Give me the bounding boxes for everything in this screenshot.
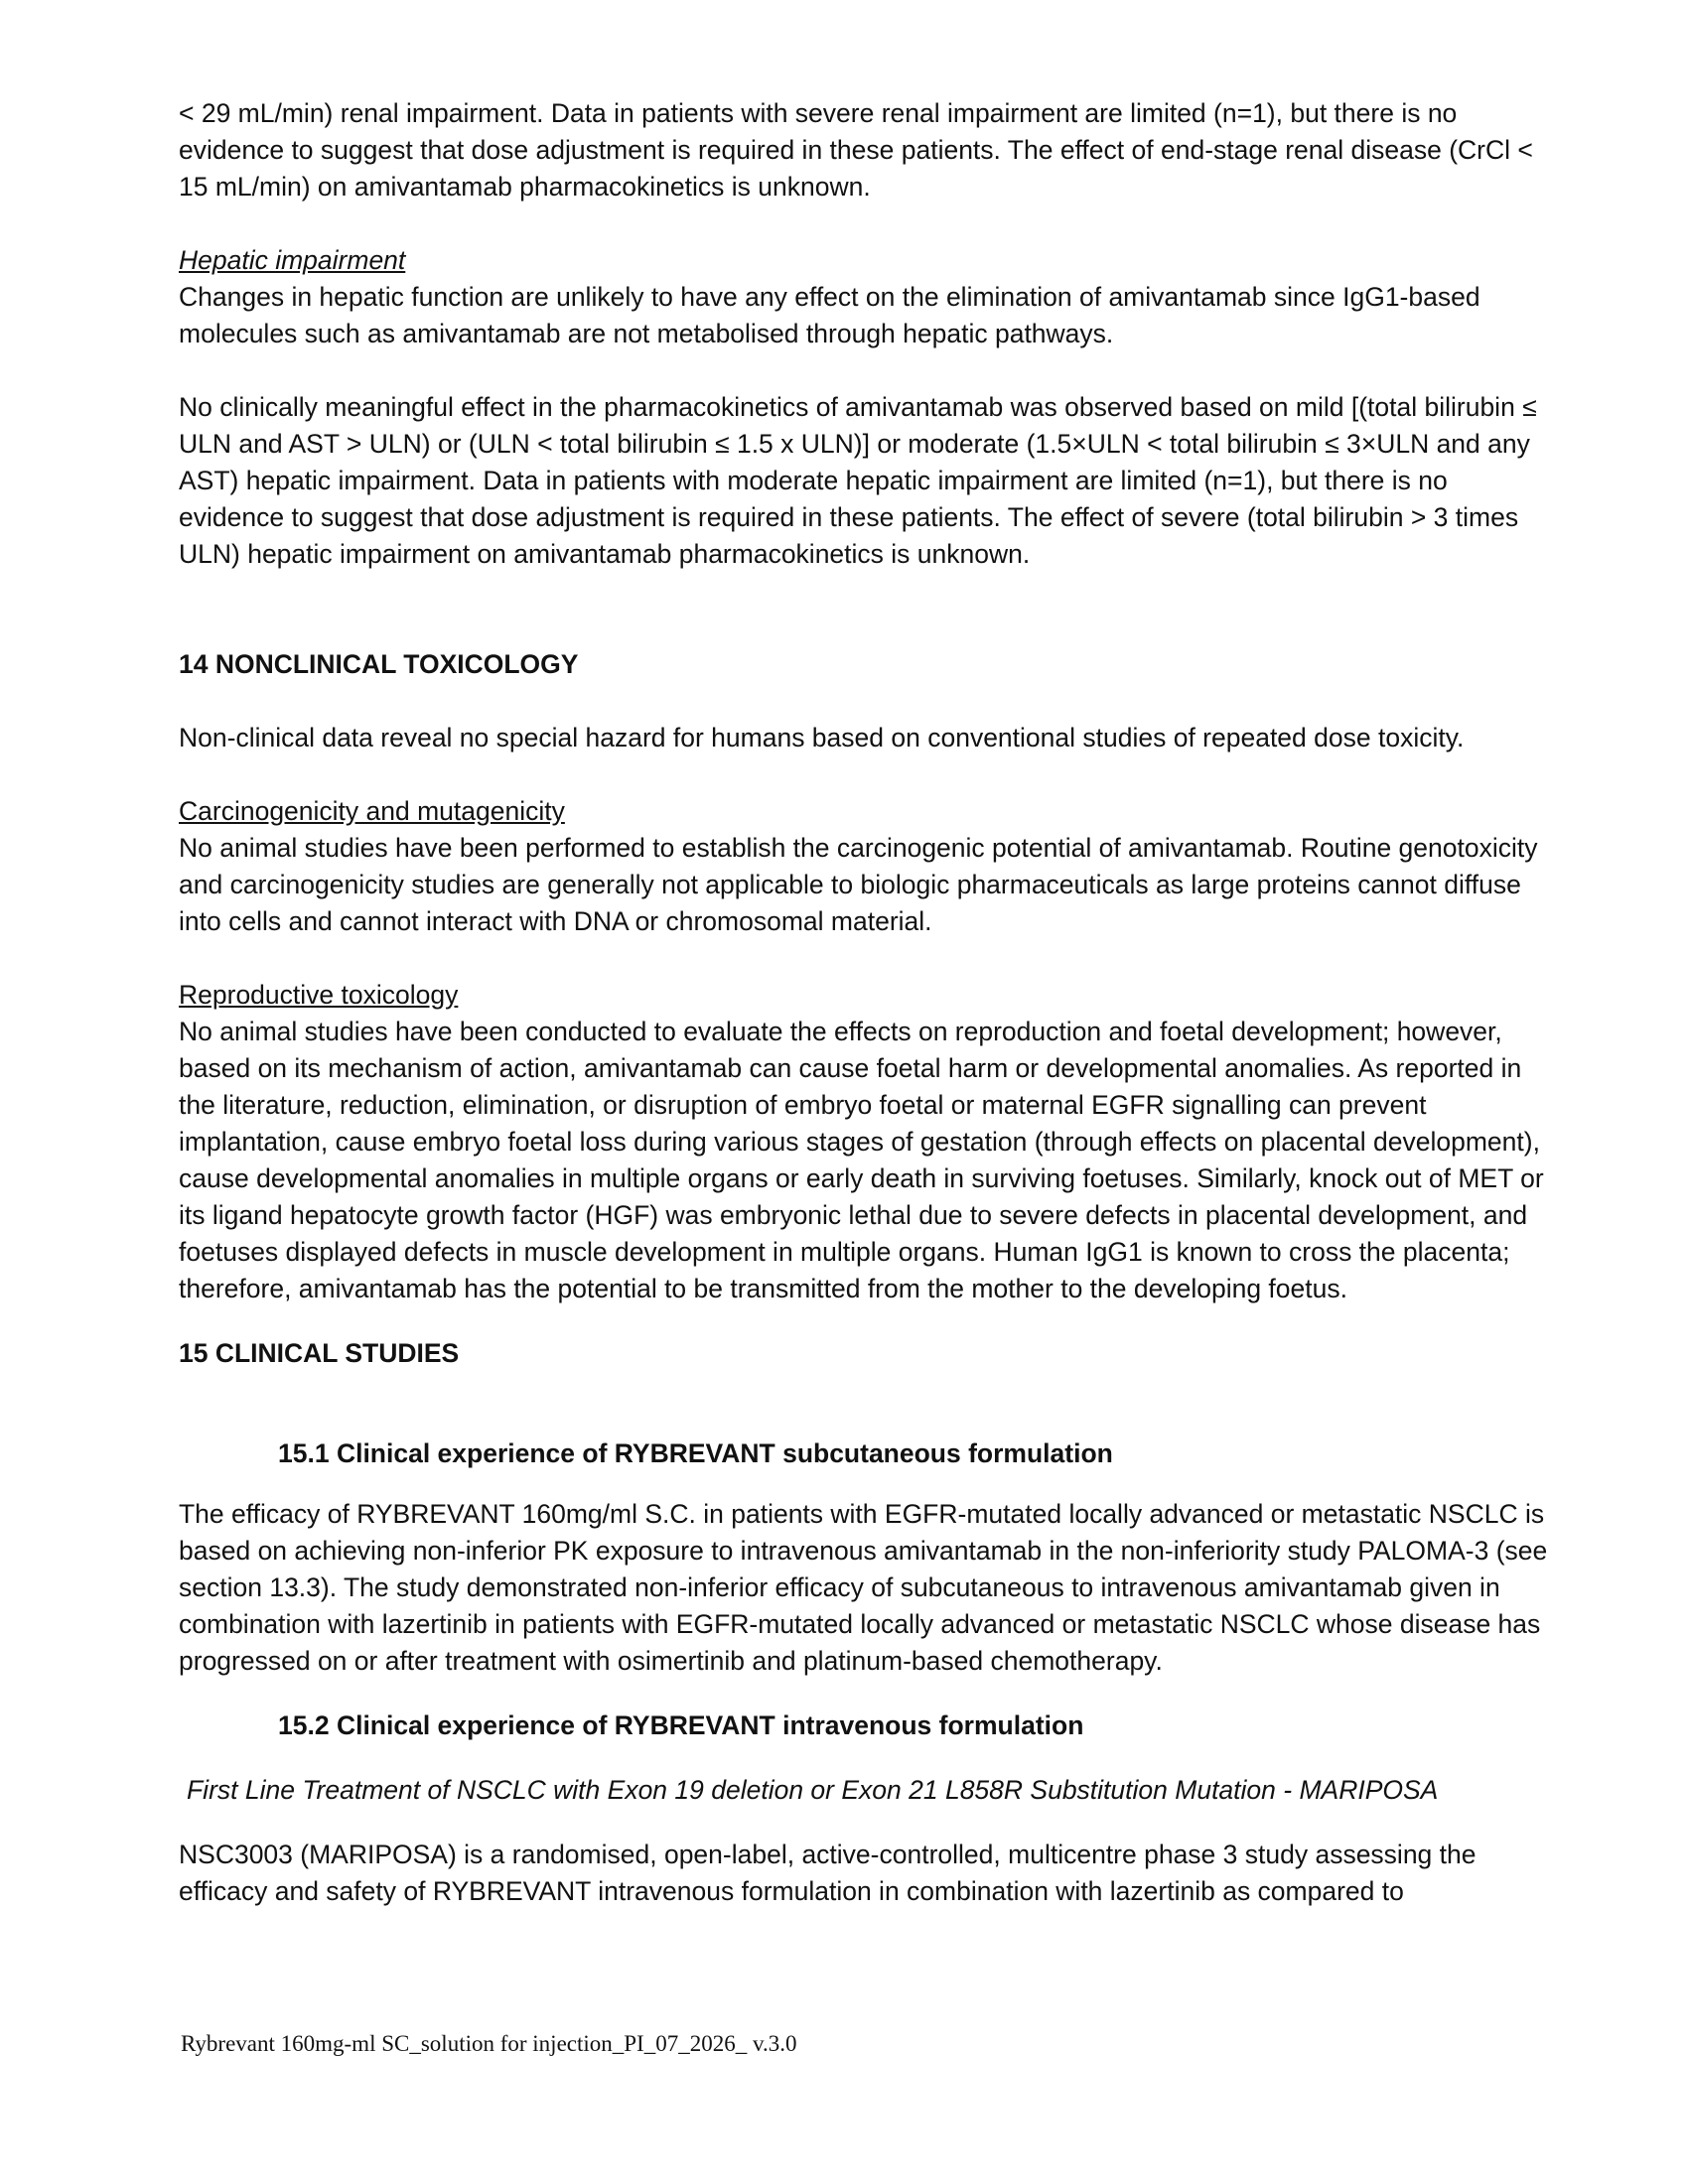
renal-impairment-paragraph: < 29 mL/min) renal impairment. Data in patients with severe renal impairment are limited (n=1), but there is no evidence to suggest that dose adjustment is required in these patients. The effect of end-stage renal disease (CrCl < 15 mL/min) on amivantamab pharmacokinetics is unknown. [179,98,1533,202]
subsection-15-2-heading: 15.2 Clinical experience of RYBREVANT intravenous formulation [278,1710,1084,1740]
carcinogenicity-heading: Carcinogenicity and mutagenicity [179,796,565,826]
nonclinical-intro-paragraph: Non-clinical data reveal no special hazard for humans based on conventional studies of repeated dose toxicity. [179,723,1465,752]
carcinogenicity-paragraph: No animal studies have been performed to establish the carcinogenic potential of amivantamab. Routine genotoxicity and carcinogenicity studies are generally not applicable to biologic pharmaceuticals as large proteins cannot diffuse into cells and cannot interact with DNA or chromosomal material. [179,833,1538,936]
hepatic-impairment-paragraph-2: No clinically meaningful effect in the pharmacokinetics of amivantamab was observed based on mild [(total bilirubin ≤ ULN and AST > ULN) or (ULN < total bilirubin ≤ 1.5 x ULN)] or moderate (1.5×ULN < total bilirubin ≤ 3×ULN and any AST) hepatic impairment. Data in patients with moderate hepatic impairment are limited (n=1), but there is no evidence to suggest that dose adjustment is required in these patients. The effect of severe (total bilirubin > 3 times ULN) hepatic impairment on amivantamab pharmacokinetics is unknown. [179,392,1537,569]
subsection-15-1-heading: 15.1 Clinical experience of RYBREVANT subcutaneous formulation [278,1438,1113,1468]
hepatic-impairment-heading: Hepatic impairment [179,245,406,275]
mariposa-heading: First Line Treatment of NSCLC with Exon 19 deletion or Exon 21 L858R Substitution Mutation - MARIPOSA [187,1775,1439,1805]
page-footer: Rybrevant 160mg-ml SC_solution for injection_PI_07_2026_ v.3.0 [181,2031,797,2056]
hepatic-impairment-paragraph-1: Changes in hepatic function are unlikely to have any effect on the elimination of amivantamab since IgG1-based molecules such as amivantamab are not metabolised through hepatic pathways. [179,282,1480,348]
section-15-heading: 15 CLINICAL STUDIES [179,1338,460,1368]
document-page [179,95,1549,1910]
section-14-heading: 14 NONCLINICAL TOXICOLOGY [179,649,579,679]
reproductive-toxicology-heading: Reproductive toxicology [179,980,459,1010]
subsection-15-1-paragraph: The efficacy of RYBREVANT 160mg/ml S.C. in patients with EGFR-mutated locally advanced or metastatic NSCLC is based on achieving non-inferior PK exposure to intravenous amivantamab in the non-inferiority study PALOMA-3 (see section 13.3). The study demonstrated non-inferior efficacy of subcutaneous to intravenous amivantamab given in combination with lazertinib in patients with EGFR-mutated locally advanced or metastatic NSCLC whose disease has progressed on or after treatment with osimertinib and platinum-based chemotherapy. [179,1499,1548,1676]
mariposa-paragraph: NSC3003 (MARIPOSA) is a randomised, open-label, active-controlled, multicentre phase 3 study assessing the efficacy and safety of RYBREVANT intravenous formulation in combination with lazertinib as compared to [179,1840,1477,1906]
reproductive-toxicology-paragraph: No animal studies have been conducted to evaluate the effects on reproduction and foetal development; however, based on its mechanism of action, amivantamab can cause foetal harm or developmental anomalies. As reported in the literature, reduction, elimination, or disruption of embryo foetal or maternal EGFR signalling can prevent implantation, cause embryo foetal loss during various stages of gestation (through effects on placental development), cause developmental anomalies in multiple organs or early death in surviving foetuses. Similarly, knock out of MET or its ligand hepatocyte growth factor (HGF) was embryonic lethal due to severe defects in placental development, and foetuses displayed defects in muscle development in multiple organs. Human IgG1 is known to cross the placenta; therefore, amivantamab has the potential to be transmitted from the mother to the developing foetus. [179,1017,1544,1303]
